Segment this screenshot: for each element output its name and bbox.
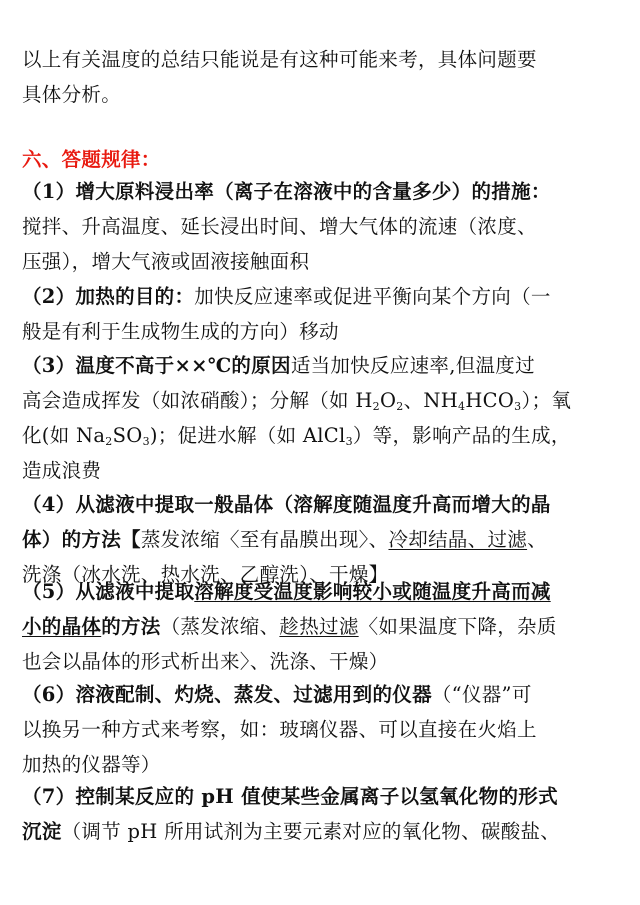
text-line: 以上有关温度的总结只能说是有这种可能来考，具体问题要 [22,48,537,71]
text-line: 以换另一种方式来考察，如：玻璃仪器、可以直接在火焰上 [22,718,537,741]
item-title: （3）温度不高于××℃的原因 [22,354,291,377]
item-7 [22,779,612,849]
subscript: 3 [142,435,150,448]
item-title: （4）从滤液中提取一般晶体（溶解度随温度升高而增大的晶 [22,493,551,516]
text-line [22,348,612,383]
text-line: 造成浪费 [22,459,102,482]
item-2 [22,279,612,349]
item-text: （“仪器”可 [431,683,532,706]
item-title: （2）加热的目的： [22,285,195,308]
underlined-text: 趁热过滤 [279,615,359,638]
text-run: （蒸发浓缩、 [160,615,280,638]
text-run: 体）的方法【 [22,528,141,551]
item-3 [22,348,612,488]
text-run: 化(如 Na [22,424,106,447]
text-line: 般是有利于生成物生成的方向）移动 [22,320,339,343]
text-line [22,814,612,849]
item-text: 加快反应速率或促进平衡向某个方向（一 [194,285,551,308]
text-run: )；促进水解（如 AlCl [149,424,346,447]
section-heading [22,142,612,177]
subscript: 2 [396,400,404,413]
text-run: 〈如果温度下降，杂质 [358,615,557,638]
text-line: 洗涤（冰水洗、热水洗、乙醇洗）、干燥】 [22,563,389,586]
text-line: 加热的仪器等） [22,753,161,776]
text-line [22,279,612,314]
subscript: 4 [458,400,466,413]
text-run: 、 [527,528,547,551]
text-run: ）等，影响产品的生成， [352,424,571,447]
text-run: HCO [465,389,515,412]
text-line: 搅拌、升高温度、延长浸出时间、增大气体的流速（浓度、 [22,215,537,238]
item-1 [22,174,612,279]
subscript: 3 [345,435,353,448]
text-line [22,418,612,453]
underlined-text: 溶解度受温度影响较小或随温度升高而减 [194,580,551,603]
text-line [22,383,612,418]
heading-text: 六、答题规律： [22,148,161,171]
text-run: （调节 pH 所用试剂为主要元素对应的氧化物、碳酸盐、 [61,820,561,843]
text-line: 具体分析。 [22,83,122,106]
text-line [22,574,612,609]
subscript: 2 [372,400,380,413]
text-run: 的方法 [101,615,161,638]
item-title: （1）增大原料浸出率（离子在溶液中的含量多少）的措施： [22,180,551,203]
item-title: （7）控制某反应的 pH 值使某些金属离子以氢氧化物的形式 [22,785,558,808]
item-6 [22,677,612,782]
subscript: 3 [514,400,522,413]
item-title: （6）溶液配制、灼烧、蒸发、过滤用到的仪器 [22,683,432,706]
underlined-text: 冷却结晶、过滤 [388,528,528,551]
text-run: 蒸发浓缩〈至有晶膜出现〉、 [140,528,389,551]
text-run: 、NH [403,389,459,412]
text-run: 高会造成挥发（如浓硝酸）；分解（如 H [22,389,373,412]
text-line: 压强），增大气液或固液接触面积 [22,250,310,273]
text-line: 也会以晶体的形式析出来〉、洗涤、干燥） [22,650,389,673]
text-run: （5）从滤液中提取 [22,580,195,603]
text-run: O [379,389,397,412]
text-line [22,522,612,557]
text-line [22,609,612,644]
subscript: 2 [105,435,113,448]
text-line [22,677,612,712]
text-run: 沉淀 [22,820,62,843]
intro-paragraph [22,42,612,112]
item-5 [22,574,612,679]
underlined-text: 小的晶体 [22,615,102,638]
text-run: SO [112,424,143,447]
item-text: 适当加快反应速率,但温度过 [290,354,535,377]
text-run: ）；氧 [521,389,572,412]
